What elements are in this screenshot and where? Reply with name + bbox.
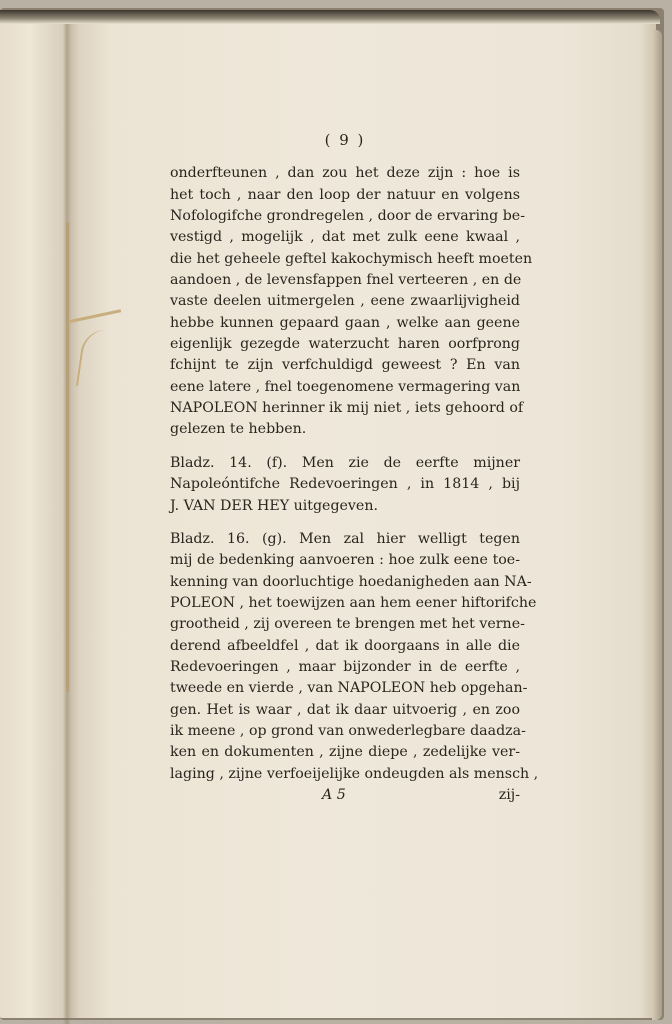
text-line: eene latere , fnel toegenomene vermagering van	[170, 378, 521, 395]
page-right-edge	[652, 30, 662, 1020]
text-line: ik meene , op grond van onwederlegbare daadza-	[170, 722, 526, 739]
book-page	[0, 10, 656, 1018]
text-line: die het geheele geftel kakochymisch heeft moeten	[170, 250, 533, 267]
text-line: onderfteunen , dan zou het deze zijn : hoe is	[170, 165, 520, 182]
text-line: POLEON , het toewijzen aan hem eener hiftorifche	[170, 594, 537, 611]
page-footer	[170, 785, 520, 807]
binding-thread-loop	[76, 326, 110, 389]
text-line: laging , zijne verfoeijelijke ondeugden als mensch ,	[170, 765, 539, 782]
text-line: mij de bedenking aanvoeren : hoe zulk eene toe-	[170, 552, 520, 569]
text-line: fchijnt te zijn verfchuldigd geweest ? En van	[170, 357, 520, 374]
binding-thread	[70, 309, 121, 323]
text-line: aandoen , de levensfappen fnel verteeren , en de	[170, 272, 522, 289]
text-line: J. VAN DER HEY uitgegeven.	[170, 497, 378, 514]
text-line: Redevoeringen , maar bijzonder in de eerfte ,	[170, 658, 520, 675]
text-line: gelezen te hebben.	[170, 421, 307, 438]
paragraph-3	[170, 529, 539, 785]
text-line: NAPOLEON herinner ik mij niet , iets gehoord of	[170, 400, 524, 417]
text-line: gen. Het is waar , dat ik daar uitvoerig , en zoo	[170, 701, 520, 718]
paragraph-2	[170, 453, 520, 517]
page-number: ( 9 )	[324, 131, 366, 149]
text-line: hebbe kunnen gepaard gaan , welke aan geene	[170, 314, 520, 331]
text-line: Bladz. 16. (g). Men zal hier welligt tegen	[170, 530, 520, 547]
text-line: grootheid , zij overeen te brengen met het verne-	[170, 616, 525, 633]
text-line: Napoleóntifche Redevoeringen , in 1814 , bij	[170, 476, 520, 493]
text-line: vaste deelen uitmergelen , eene zwaarlijvigheid	[170, 293, 520, 310]
text-line: ken en dokumenten , zijne diepe , zedelijke ver-	[170, 744, 520, 761]
paragraph-1	[170, 163, 533, 440]
page-top-edge	[0, 10, 660, 24]
text-line: derend afbeeldfel , dat ik doorgaans in alle die	[170, 637, 520, 654]
text-line: Bladz. 14. (f). Men zie de eerfte mijner	[170, 454, 520, 471]
binding-stitch	[66, 222, 69, 692]
text-line: Nofologifche grondregelen , door de ervaring be-	[170, 208, 525, 225]
text-block	[170, 130, 539, 807]
text-line: vestigd , mogelijk , dat met zulk eene kwaal ,	[170, 229, 520, 246]
text-line: eigenlijk gezegde waterzucht haren oorfprong	[170, 336, 520, 353]
text-line: het toch , naar den loop der natuur en volgens	[170, 186, 520, 203]
text-line: kenning van doorluchtige hoedanigheden aan NA-	[170, 573, 532, 590]
signature-mark: A 5	[322, 786, 346, 803]
catchword: zij-	[498, 786, 520, 803]
text-line: tweede en vierde , van NAPOLEON heb opgehan-	[170, 680, 528, 697]
